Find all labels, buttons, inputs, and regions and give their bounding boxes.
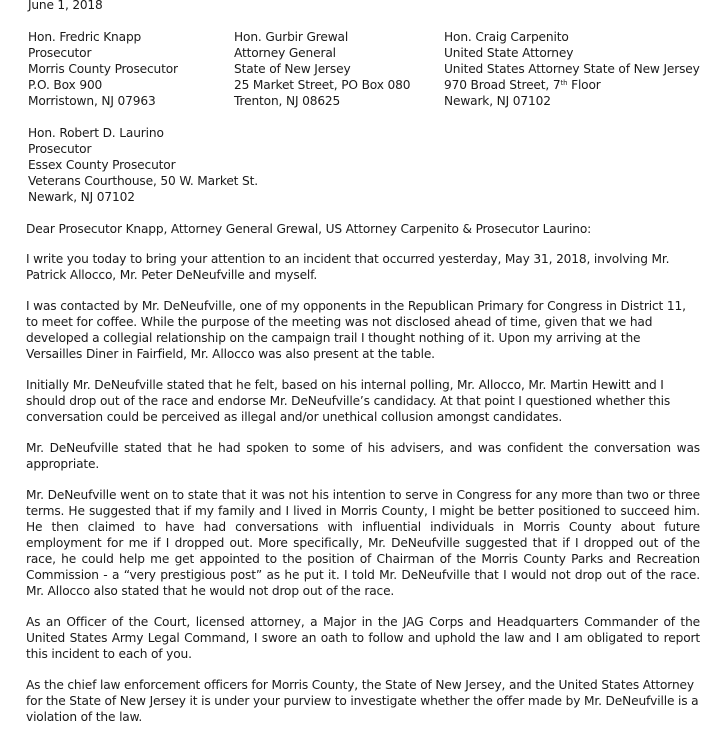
ordinal-suffix: th bbox=[560, 79, 568, 87]
salutation: Dear Prosecutor Knapp, Attorney General Grewal, US Attorney Carpenito & Prosecutor Laurino: bbox=[26, 222, 592, 236]
recipient-office: United States Attorney State of New Jersey bbox=[444, 62, 700, 76]
paragraph-contact: I was contacted by Mr. DeNeufville, one of my opponents in the Republican Primary for Congress in District 11, to meet for coffee. While the purpose of the meeting was not disclosed ahead of time, given that we had developed a collegial relationship on the campaign trail I thought nothing of it. Upon my arriving at the Versailles Diner in Fairfield, Mr. Allocco was also present at the table. bbox=[26, 299, 686, 361]
paragraph-initial-statement: Initially Mr. DeNeufville stated that he felt, based on his internal polling, Mr. Allocco, Mr. Martin Hewitt and I should drop out of the race and endorse Mr. DeNeufville’s candidacy. At that point I questioned whether this conversation could be perceived as illegal and/or unethical collusion amongst candidates. bbox=[26, 378, 671, 424]
paragraph-incident-intro: I write you today to bring your attention to an incident that occurred yesterday, May 31, 2018, involving Mr. Patrick Allocco, Mr. Peter DeNeufville and myself. bbox=[26, 252, 670, 282]
recipient-office: Morris County Prosecutor bbox=[28, 62, 178, 76]
recipient-name: Hon. Gurbir Grewal bbox=[234, 30, 349, 44]
address-line-pre: 970 Broad Street, 7 bbox=[444, 78, 561, 92]
paragraph-advisers: Mr. DeNeufville stated that he had spoken to some of his advisers, and was confident the conversation was appropriate. bbox=[26, 441, 700, 471]
address-line-post: Floor bbox=[567, 78, 601, 92]
letter-date: June 1, 2018 bbox=[28, 0, 103, 12]
paragraph-request: As the chief law enforcement officers for Morris County, the State of New Jersey, and the United States Attorney for the State of New Jersey it is under your purview to investigate whether the offer made by Mr. DeNeufville is a violation of the law. bbox=[26, 678, 699, 724]
recipient-address-line: Veterans Courthouse, 50 W. Market St. bbox=[28, 174, 258, 188]
recipient-title: Attorney General bbox=[234, 46, 336, 60]
recipient-office: State of New Jersey bbox=[234, 62, 351, 76]
recipient-name: Hon. Craig Carpenito bbox=[444, 30, 569, 44]
recipient-address-grewal bbox=[234, 29, 410, 109]
recipient-address-line bbox=[444, 77, 700, 93]
recipient-name: Hon. Fredric Knapp bbox=[28, 30, 142, 44]
recipient-address-carpenito bbox=[444, 29, 700, 109]
recipient-city-state-zip: Newark, NJ 07102 bbox=[28, 190, 135, 204]
recipient-address-knapp bbox=[28, 29, 178, 109]
recipient-title: United State Attorney bbox=[444, 46, 574, 60]
recipient-title: Prosecutor bbox=[28, 46, 92, 60]
recipient-title: Prosecutor bbox=[28, 142, 92, 156]
paragraph-oath: As an Officer of the Court, licensed attorney, a Major in the JAG Corps and Headquarters Commander of the United States Army Legal Command, I swore an oath to follow and uphold the law and I am obligated to report this incident to each of you. bbox=[26, 615, 700, 661]
recipient-address-line: P.O. Box 900 bbox=[28, 78, 103, 92]
recipient-name: Hon. Robert D. Laurino bbox=[28, 126, 164, 140]
recipient-address-line: 25 Market Street, PO Box 080 bbox=[234, 78, 411, 92]
letter-body bbox=[26, 221, 700, 740]
recipient-office: Essex County Prosecutor bbox=[28, 158, 176, 172]
recipient-city-state-zip: Newark, NJ 07102 bbox=[444, 94, 551, 108]
recipient-city-state-zip: Trenton, NJ 08625 bbox=[234, 94, 341, 108]
paragraph-offer: Mr. DeNeufville went on to state that it was not his intention to serve in Congress for any more than two or three terms. He suggested that if my family and I lived in Morris County, I might be better positioned to succeed him. He then claimed to have had conversations with influential individuals in Morris County about future employment for me if I dropped out. More specifically, Mr. DeNeufville suggested that if I dropped out of the race, he could help me get appointed to the position of Chairman of the Morris County Parks and Recreation Commission - a “very prestigious post” as he put it. I told Mr. DeNeufville that I would not drop out of the race. Mr. Allocco also stated that he would not drop out of the race. bbox=[26, 488, 700, 598]
recipient-address-laurino bbox=[28, 125, 258, 205]
recipient-city-state-zip: Morristown, NJ 07963 bbox=[28, 94, 156, 108]
